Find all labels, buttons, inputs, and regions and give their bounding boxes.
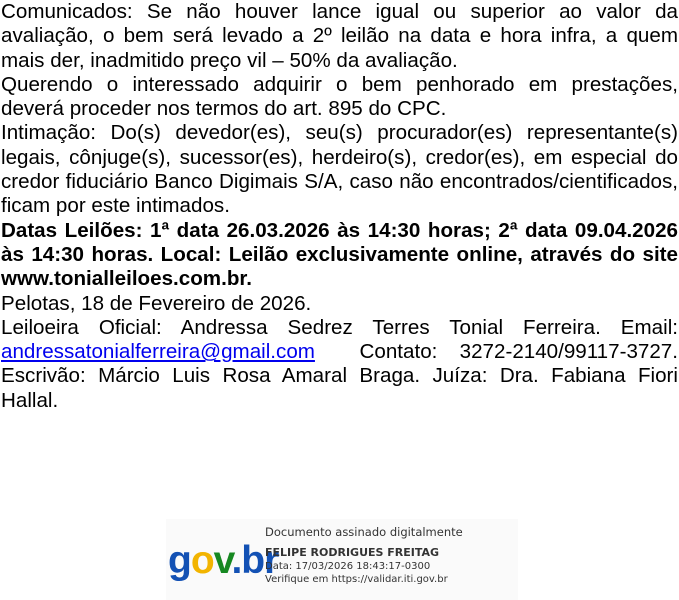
signer-name: FELIPE RODRIGUES FREITAG — [265, 546, 440, 559]
signature-details — [265, 525, 463, 586]
leiloeira-prefix: Leiloeira Oficial: Andressa Sedrez Terres Tonial Ferreira. Email: — [1, 315, 678, 339]
email-link[interactable]: andressatonialferreira@gmail.com — [1, 340, 315, 364]
paragraph-intimacao: Intimação: Do(s) devedor(es), seu(s) procurador(es) representante(s) legais, cônjuge(s), sucessor(es), herdeiro(s), credor(es), em especial do credor fiduciário Banco Digimais S/A, caso não encontrados/cientificados, ficam por este intimados. — [1, 121, 678, 218]
leiloeira-suffix: Contato: 3272-2140/99117-3727. Escrivão: Márcio Luis Rosa Amaral Braga. Juíza: Dra. Fabiana Fiori Hallal. — [1, 340, 678, 412]
paragraph-leiloeira — [1, 316, 678, 413]
digital-signature-stamp — [166, 519, 518, 600]
paragraph-comunicados: Comunicados: Se não houver lance igual ou superior ao valor da avaliação, o bem será levado a 2º leilão na data e hora infra, a quem mais der, inadmitido preço vil – 50% da avaliação. — [1, 0, 678, 72]
signature-verify-url[interactable]: Verifique em https://validar.iti.gov.br — [265, 574, 448, 585]
document-body — [1, 0, 678, 413]
paragraph-parcelas: Querendo o interessado adquirir o bem penhorado em prestações, deverá proceder nos termos do art. 895 do CPC. — [1, 72, 678, 121]
paragraph-datas-leiloes: Datas Leilões: 1ª data 26.03.2026 às 14:30 horas; 2ª data 09.04.2026 às 14:30 horas. Local: Leilão exclusivamente online, através do site www.tonialleiloes.com.br. — [1, 218, 678, 291]
signature-title: Documento assinado digitalmente — [265, 525, 463, 539]
govbr-logo: gov.br — [168, 539, 279, 582]
signature-date: Data: 17/03/2026 18:43:17-0300 — [265, 561, 431, 572]
paragraph-local-data: Pelotas, 18 de Fevereiro de 2026. — [1, 291, 312, 315]
